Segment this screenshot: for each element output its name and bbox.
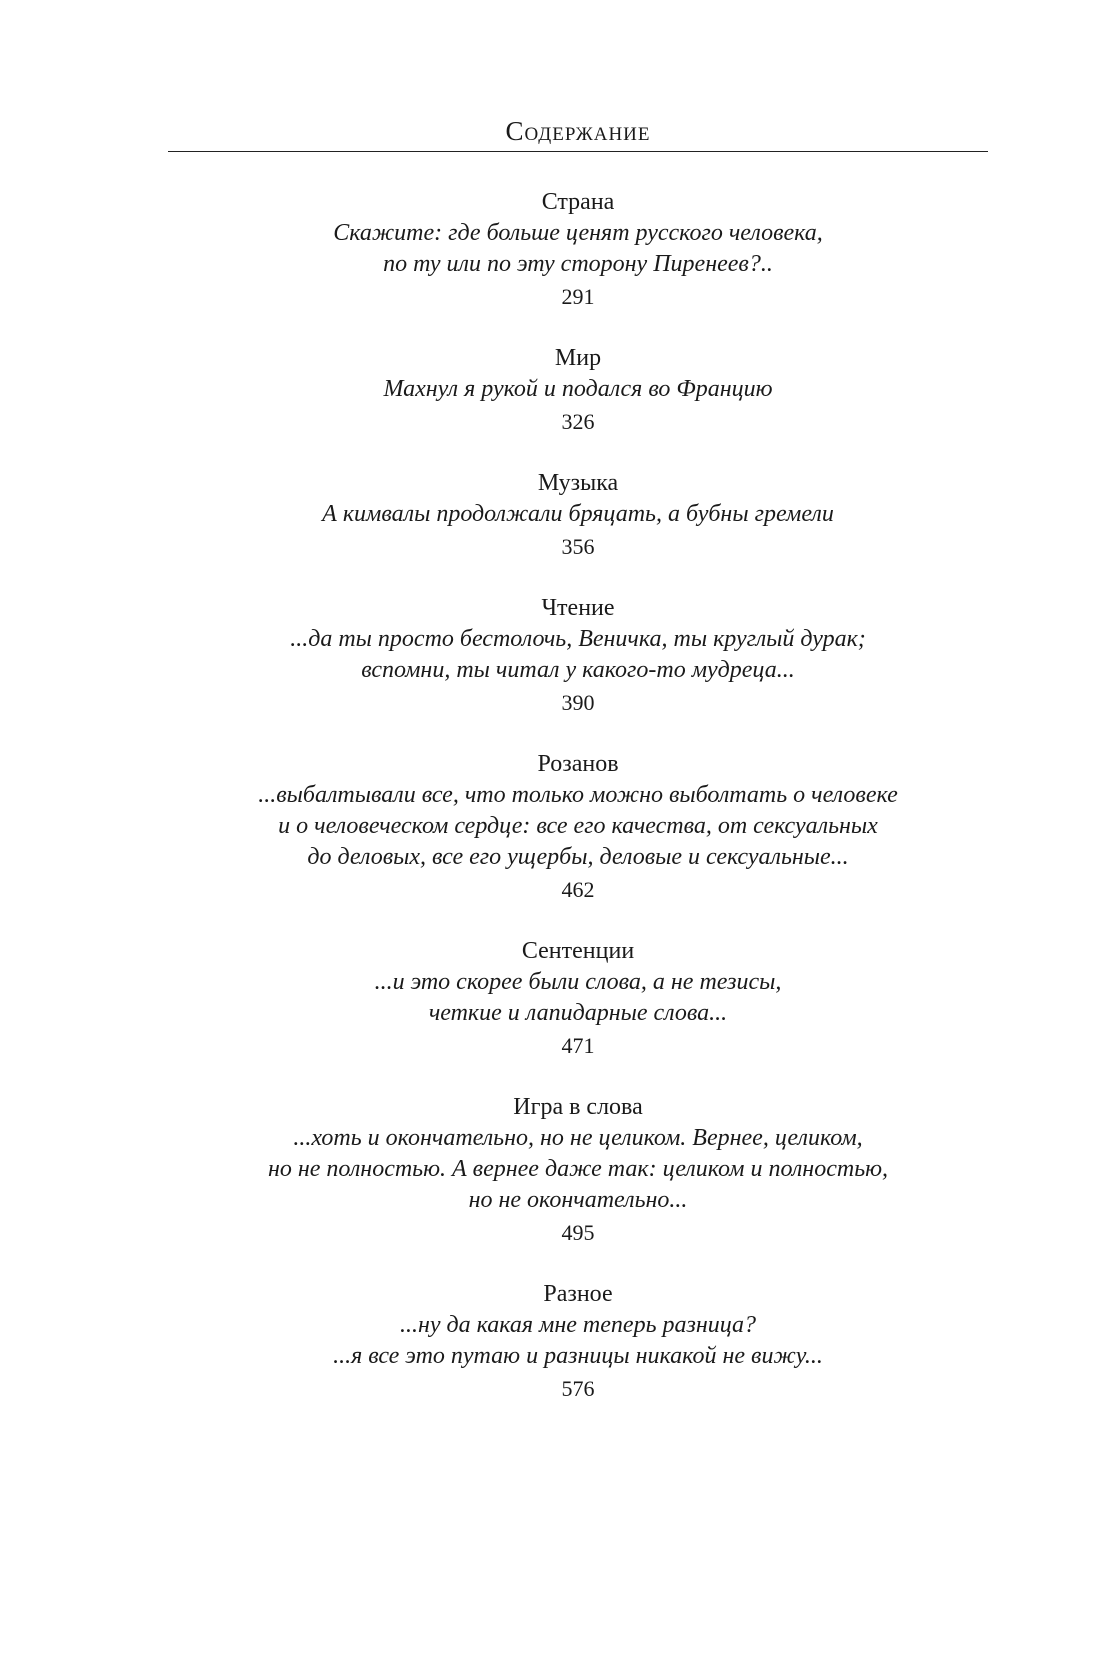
epigraph-line: вспомни, ты читал у какого-то мудреца... <box>361 657 795 683</box>
epigraph-line: но не полностью. А вернее даже так: целиком и полностью, <box>267 1156 889 1182</box>
epigraph-line: ...я все это путаю и разницы никакой не вижу... <box>333 1343 823 1369</box>
toc-entry-title: Страна <box>541 189 615 215</box>
toc-entry-title: Сентенции <box>521 938 635 964</box>
toc-entry-page-number: 471 <box>561 1033 595 1058</box>
toc-entry-epigraph <box>168 780 988 873</box>
toc-entry-title: Игра в слова <box>513 1094 643 1120</box>
toc-entry-epigraph <box>168 1310 988 1372</box>
toc-entry-title: Музыка <box>537 470 619 496</box>
toc-entry-title: Разное <box>543 1281 613 1307</box>
toc-entry-title: Мир <box>554 345 602 371</box>
toc-entry-page-number: 576 <box>561 1376 595 1401</box>
epigraph-line: ...хоть и окончательно, но не целиком. Вернее, целиком, <box>293 1125 863 1151</box>
toc-entry-page-number: 390 <box>561 690 595 715</box>
toc-entry-epigraph <box>168 374 988 405</box>
epigraph-line: ...и это скорее были слова, а не тезисы, <box>374 969 782 995</box>
epigraph-line: ...ну да какая мне теперь разница? <box>399 1312 757 1338</box>
toc-entry-chtenie <box>168 592 988 718</box>
toc-entry-mir <box>168 342 988 437</box>
toc-entry-raznoe <box>168 1278 988 1404</box>
epigraph-line: до деловых, все его ущербы, деловые и сексуальные... <box>307 844 849 870</box>
epigraph-line: Скажите: где больше ценят русского человека, <box>333 220 823 246</box>
epigraph-line: по ту или по эту сторону Пиренеев?.. <box>383 251 773 277</box>
epigraph-line: ...выбалтывали все, что только можно выболтать о человеке <box>258 782 898 808</box>
toc-entry-rozanov <box>168 748 988 905</box>
toc-entry-sententsii <box>168 935 988 1061</box>
epigraph-line: и о человеческом сердце: все его качества, от сексуальных <box>278 813 878 839</box>
epigraph-line: четкие и лапидарные слова... <box>428 1000 728 1026</box>
toc-entry-epigraph <box>168 499 988 530</box>
epigraph-line: ...да ты просто бестолочь, Веничка, ты круглый дурак; <box>290 626 866 652</box>
toc-entry-epigraph <box>168 624 988 686</box>
toc-entry-strana <box>168 186 988 312</box>
toc-entry-igra-v-slova <box>168 1091 988 1248</box>
toc-entry-epigraph <box>168 218 988 280</box>
toc-entry-epigraph <box>168 967 988 1029</box>
epigraph-line: Махнул я рукой и подался во Францию <box>383 376 773 402</box>
toc-entry-page-number: 462 <box>561 877 595 902</box>
header-rule <box>168 151 988 152</box>
toc-entry-page-number: 495 <box>561 1220 595 1245</box>
toc-entry-page-number: 326 <box>561 409 595 434</box>
toc-entry-epigraph <box>168 1123 988 1216</box>
toc-entry-page-number: 291 <box>561 284 595 309</box>
epigraph-line: но не окончательно... <box>468 1187 688 1213</box>
toc-entry-title: Чтение <box>541 595 615 621</box>
epigraph-line: А кимвалы продолжали бряцать, а бубны гремели <box>322 501 834 527</box>
toc-entry-muzyka <box>168 467 988 562</box>
toc-entry-page-number: 356 <box>561 534 595 559</box>
toc-entry-title: Розанов <box>537 751 619 777</box>
running-head-title: Содержание <box>505 116 651 146</box>
table-of-contents <box>168 186 988 1434</box>
